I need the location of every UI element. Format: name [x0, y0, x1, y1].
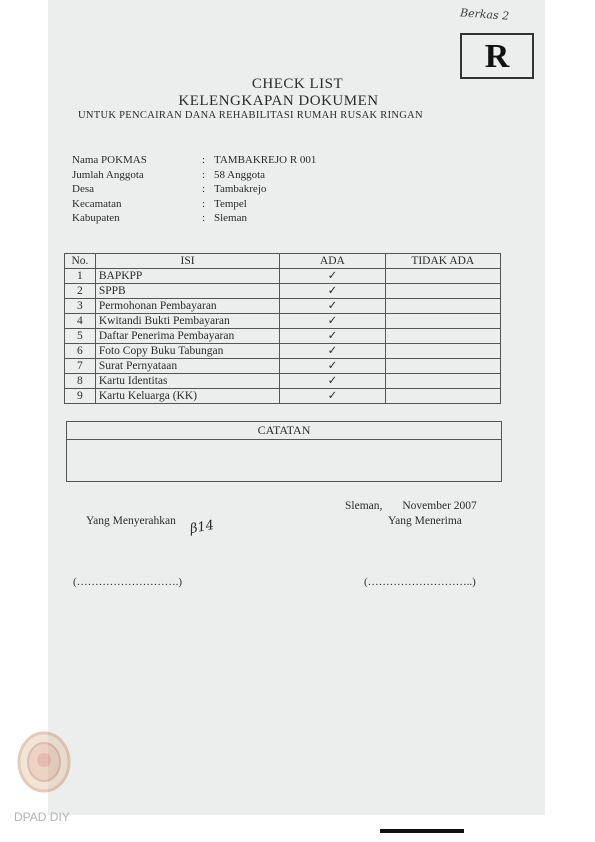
table-row: 1 BAPKPP ✓	[65, 269, 501, 284]
handwritten-note: Berkas 2	[459, 6, 510, 23]
check-mark: ✓	[280, 284, 385, 299]
table-row: 3 Permohonan Pembayaran ✓	[65, 299, 501, 314]
table-header-row	[65, 254, 501, 269]
watermark: DPAD DIY	[14, 810, 70, 824]
check-mark: ✓	[280, 269, 385, 284]
header-tidak-ada: TIDAK ADA	[385, 254, 500, 269]
table-row: 5 Daftar Penerima Pembayaran ✓	[65, 329, 501, 344]
emblem-icon	[16, 730, 72, 796]
check-mark: ✓	[280, 329, 385, 344]
table-row: 9 Kartu Keluarga (KK) ✓	[65, 389, 501, 404]
info-row: Nama POKMAS : TAMBAKREJO R 001	[72, 154, 317, 166]
notes-heading: CATATAN	[67, 422, 501, 440]
header-no: No.	[65, 254, 96, 269]
title-line-1: CHECK LIST	[251, 76, 344, 92]
info-row: Desa : Tambakrejo	[72, 183, 267, 195]
check-mark: ✓	[280, 299, 385, 314]
table-row: 4 Kwitandi Bukti Pembayaran ✓	[65, 314, 501, 329]
category-badge: R	[460, 33, 534, 79]
checklist-table	[64, 253, 501, 404]
receiver-label: Yang Menerima	[388, 515, 462, 527]
place-date	[345, 500, 477, 512]
notes-box	[66, 421, 502, 482]
check-mark: ✓	[280, 314, 385, 329]
signature: β14	[188, 518, 216, 537]
date: November 2007	[402, 500, 477, 512]
table-row: 7 Surat Pernyataan ✓	[65, 359, 501, 374]
header-isi: ISI	[95, 254, 279, 269]
table-row: 2 SPPB ✓	[65, 284, 501, 299]
check-mark: ✓	[280, 359, 385, 374]
giver-name-line: (……………………….)	[73, 576, 183, 588]
info-row: Jumlah Anggota : 58 Anggota	[72, 168, 266, 181]
giver-label: Yang Menyerahkan	[86, 515, 176, 527]
title-line-3: UNTUK PENCAIRAN DANA REHABILITASI RUMAH RUSAK RINGAN	[78, 110, 423, 121]
document-page	[48, 0, 545, 815]
receiver-name-line: (………………………..)	[364, 576, 476, 588]
scan-mark	[380, 829, 464, 833]
check-mark: ✓	[280, 389, 385, 404]
info-row: Kabupaten : Sleman	[72, 212, 247, 224]
title-line-2: KELENGKAPAN DOKUMEN	[178, 93, 379, 109]
place: Sleman,	[345, 500, 383, 512]
info-block	[72, 153, 316, 226]
header-ada: ADA	[280, 254, 385, 269]
table-row: 8 Kartu Identitas ✓	[65, 374, 501, 389]
check-mark: ✓	[280, 374, 385, 389]
table-row: 6 Foto Copy Buku Tabungan ✓	[65, 344, 501, 359]
check-mark: ✓	[280, 344, 385, 359]
info-row: Kecamatan : Tempel	[72, 197, 247, 210]
